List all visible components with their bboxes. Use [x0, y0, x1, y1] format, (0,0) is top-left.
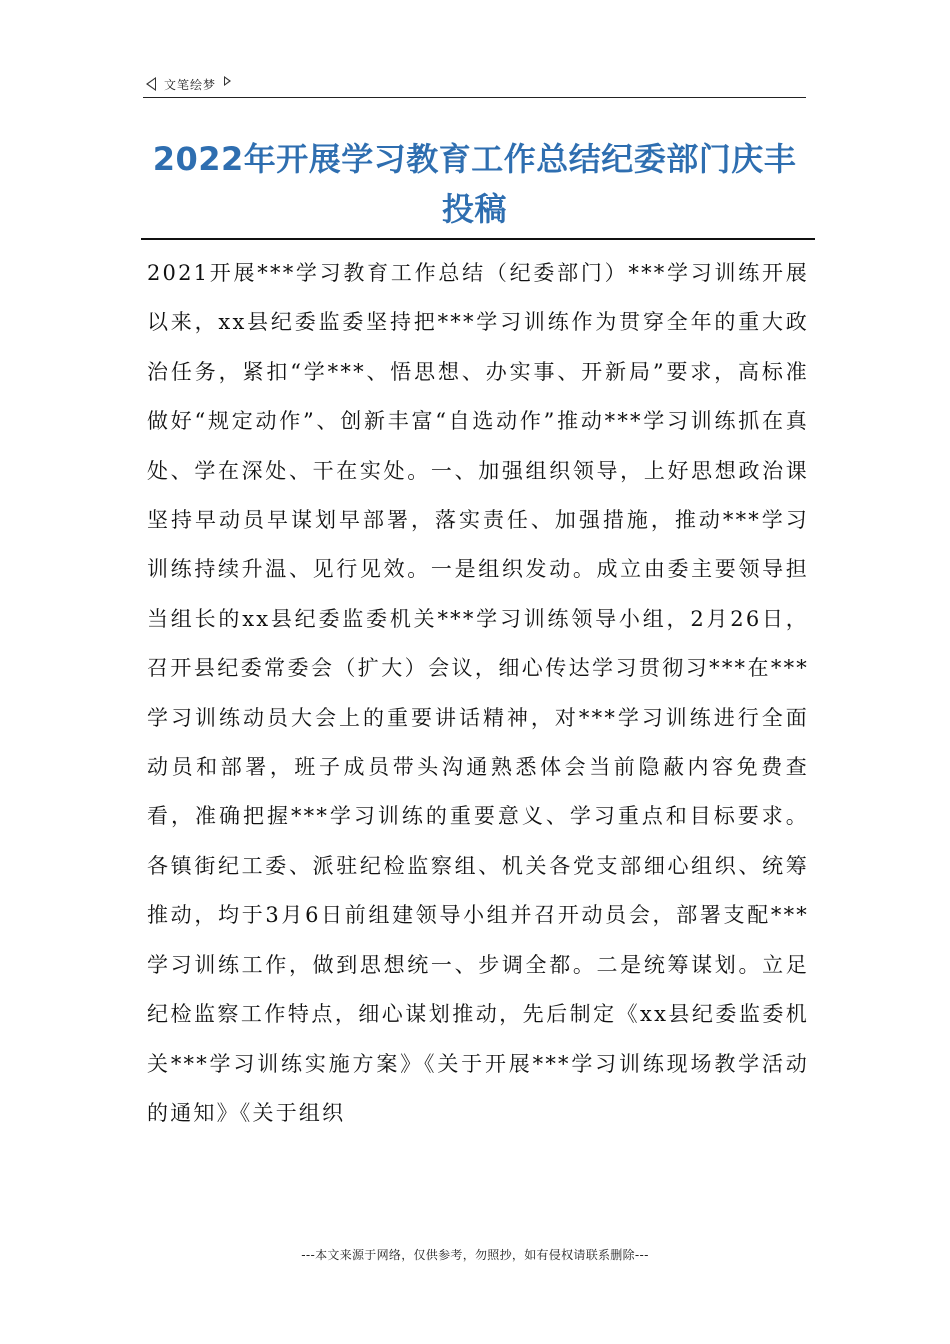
- triangle-right-icon: [224, 76, 231, 86]
- triangle-left-icon: [146, 77, 156, 91]
- header-brand: 文笔绘梦: [164, 77, 217, 92]
- document-body: 2021开展***学习教育工作总结（纪委部门）***学习训练开展以来，xx县纪委监委坚持把***学习训练作为贯穿全年的重大政治任务，紧扣“学***、悟思想、办实事、开新局”要求，高标准做好“规定动作”、创新丰富“自选动作”推动***学习训练抓在真处、学在深处、干在实处。一、加强组织领导，上好思想政治课坚持早动员早谋划早部署，落实责任、加强措施，推动***学习训练持续升温、见行见效。一是组织发动。成立由委主要领导担当组长的xx县纪委监委机关***学习训练领导小组，2月26日，召开县纪委常委会（扩大）会议，细心传达学习贯彻习***在***学习训练动员大会上的重要讲话精神，对***学习训练进行全面动员和部署，班子成员带头沟通熟悉体会当前隐蔽内容免费查看，准确把握***学习训练的重要意义、学习重点和目标要求。各镇街纪工委、派驻纪检监察组、机关各党支部细心组织、统筹推动，均于3月6日前组建领导小组并召开动员会，部署支配***学习训练工作，做到思想统一、步调全都。二是统筹谋划。立足纪检监察工作特点，细心谋划推动，先后制定《xx县纪委监委机关***学习训练实施方案》《关于开展***学习训练现场教学活动的通知》《关于组织: [147, 261, 809, 1125]
- header-divider: [143, 97, 806, 98]
- page-footer: ---本文来源于网络，仅供参考，勿照抄，如有侵权请联系删除---: [301, 1248, 649, 1262]
- title-divider: [141, 238, 815, 240]
- document-title: 2022年开展学习教育工作总结纪委部门庆丰投稿: [152, 140, 797, 228]
- page-header: [143, 70, 806, 98]
